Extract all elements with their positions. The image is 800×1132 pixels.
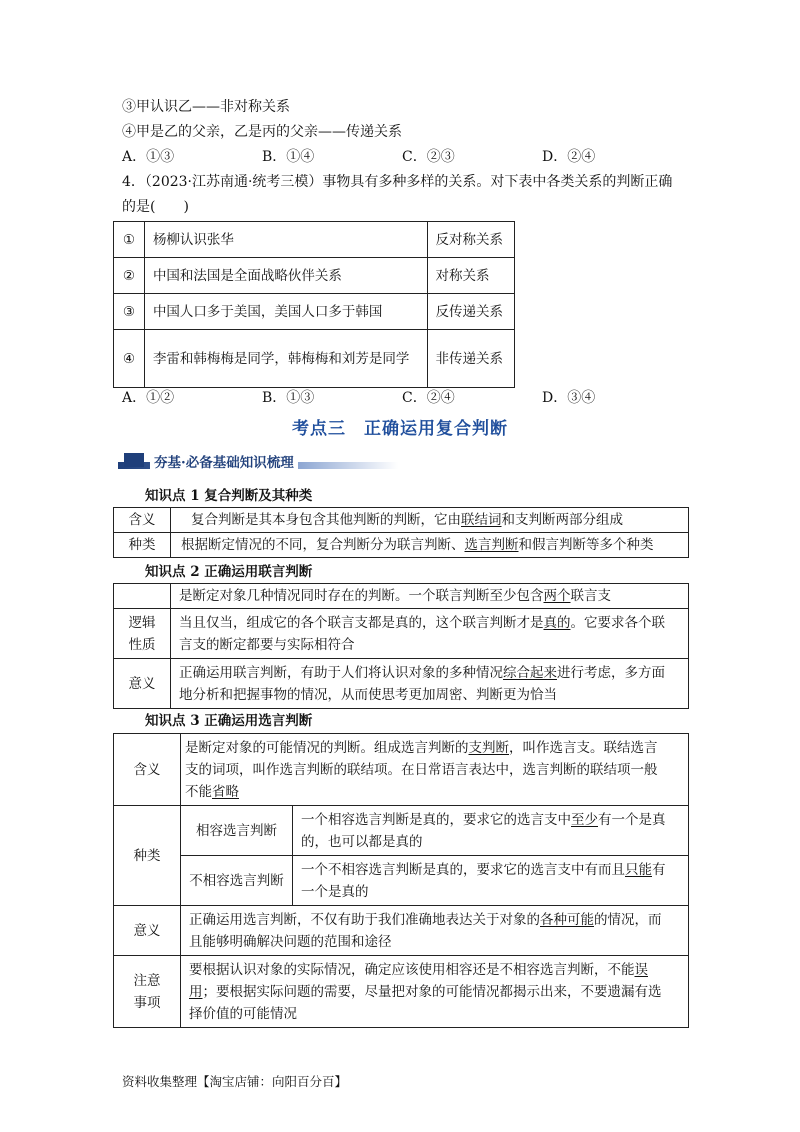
kp1-kinds-text-end: 和假言判断等多个种类 [518, 537, 654, 553]
q3-statement-3: ③甲认识乙——非对称关系 [122, 99, 290, 115]
kp3-notes-key: 误 [634, 961, 648, 978]
q4-option-c: C．②④ [402, 390, 455, 406]
kp3-label-significance: 意义 [114, 906, 181, 956]
kp3-compatible-text-2: 的，也可以都是真的 [301, 833, 423, 850]
row-relation: 反传递关系 [427, 294, 514, 330]
kp3-sub-compatible: 相容选言判断 [181, 806, 293, 856]
q4-option-b: B．①③ [262, 390, 315, 406]
kp2-definition-key: 两个 [543, 588, 571, 604]
q3-option-d: D．②④ [542, 149, 596, 165]
q3-option-b: B．①④ [262, 149, 315, 165]
table-row [114, 533, 689, 558]
row-text: 李雷和韩梅梅是同学，韩梅梅和刘芳是同学 [144, 330, 427, 388]
kp1-label-kinds: 种类 [114, 533, 171, 558]
kp2-significance-text-end: 进行考虑，多方面 [557, 664, 665, 681]
kp3-significance-key: 各种可能 [540, 911, 594, 928]
row-number: ④ [114, 330, 145, 388]
kp3-table [113, 733, 689, 1028]
table-row [114, 734, 689, 806]
kp2-significance-text: 正确运用联言判断，有助于人们将认识对象的多种情况 [179, 664, 503, 681]
kp2-logic-text: 当且仅当，组成它的各个联言支都是真的，这个联言判断才是 [179, 614, 544, 631]
kp3-notes-text: 要根据认识对象的实际情况，确定应该使用相容还是不相容选言判断，不能 [189, 961, 635, 978]
q3-options [122, 146, 682, 168]
table-row [114, 584, 689, 609]
kp3-compatible-text: 一个相容选言判断是真的，要求它的选言支中 [301, 811, 571, 828]
kp1-kinds-key: 选言判断 [464, 537, 519, 553]
kp3-meaning-text-end: ，叫作选言支。联结选言 [509, 739, 658, 756]
kp3-meaning-text: 是断定对象的可能情况的判断。组成选言判断的 [185, 739, 469, 756]
kp2-table [113, 583, 689, 709]
q3-option-a: A．①③ [122, 149, 175, 165]
banner-tag-icon [124, 453, 144, 467]
kp3-incompatible-text: 一个不相容选言判断是真的，要求它的选言支中有而且 [301, 861, 625, 878]
kp3-title: 知识点 3 正确运用选言判断 [145, 713, 313, 729]
kp3-label-notes-2: 事项 [133, 994, 161, 1011]
kp3-incompatible-cell [293, 856, 689, 906]
kp2-label-logic [114, 609, 171, 659]
kp1-meaning-cell [171, 508, 689, 533]
kp3-meaning-text-3: 不能 [185, 783, 212, 800]
kp2-logic-text-end: 。它要求各个联 [570, 614, 665, 631]
kp2-label-logic-2: 性质 [128, 636, 156, 653]
row-text: 中国人口多于美国，美国人口多于韩国 [144, 294, 427, 330]
kp2-label-significance: 意义 [114, 659, 171, 709]
row-relation: 非传递关系 [427, 330, 514, 388]
table-row [114, 906, 689, 956]
page-footer: 资料收集整理【淘宝店铺：向阳百分百】 [122, 1074, 348, 1089]
q4-options [122, 387, 682, 409]
kp3-significance-text-end: 的情况，而 [594, 911, 662, 928]
row-relation: 反对称关系 [427, 222, 514, 258]
kp3-label-meaning: 含义 [114, 734, 181, 806]
kp2-title: 知识点 2 正确运用联言判断 [145, 564, 313, 580]
kp2-definition-text: 是断定对象几种情况同时存在的判断。一个联言判断至少包含 [179, 588, 544, 604]
kp2-significance-cell [171, 659, 689, 709]
q3-statement-4: ④甲是乙的父亲，乙是丙的父亲——传递关系 [122, 124, 402, 140]
row-number: ③ [114, 294, 145, 330]
q3-option-c: C．②③ [402, 149, 455, 165]
section-title: 考点三 正确运用复合判断 [292, 419, 508, 439]
kp3-compatible-cell [293, 806, 689, 856]
kp3-meaning-key: 支判断 [468, 739, 509, 756]
kp1-label-meaning: 含义 [114, 508, 171, 533]
kp2-significance-key: 综合起来 [503, 664, 557, 681]
table-row [114, 956, 689, 1028]
q4-stem-line2: 的是( ) [122, 199, 189, 215]
q4-stem-line1: 4．（2023·江苏南通·统考三模）事物具有多种多样的关系。对下表中各类关系的判断正确 [122, 174, 673, 190]
kp3-notes-text-2: ；要根据实际问题的需要，尽量把对象的可能情况都揭示出来，不要遗漏有选 [202, 983, 662, 1000]
kp1-title: 知识点 1 复合判断及其种类 [145, 488, 313, 504]
kp3-label-kinds: 种类 [114, 806, 181, 906]
row-number: ② [114, 258, 145, 294]
row-number: ① [114, 222, 145, 258]
kp3-notes-cell [181, 956, 689, 1028]
kp2-logic-cell [171, 609, 689, 659]
kp3-meaning-cell [181, 734, 689, 806]
kp1-kinds-cell [171, 533, 689, 558]
table-row [114, 508, 689, 533]
section-banner [118, 453, 408, 471]
table-row [114, 856, 689, 906]
kp1-kinds-text: 根据断定情况的不同，复合判断分为联言判断、 [181, 537, 465, 553]
kp3-incompatible-key: 只能 [625, 861, 652, 878]
kp2-significance-text-2: 地分析和把握事物的情况，从而使思考更加周密、判断更为恰当 [179, 686, 557, 703]
kp2-label-logic-1: 逻辑 [128, 614, 156, 631]
kp1-table [113, 507, 689, 558]
kp3-significance-text: 正确运用选言判断，不仅有助于我们准确地表达关于对象的 [189, 911, 540, 928]
kp3-sub-incompatible: 不相容选言判断 [181, 856, 293, 906]
kp1-meaning-text: 复合判断是其本身包含其他判断的判断，它由 [191, 512, 461, 528]
kp2-logic-text-2: 言支的断定都要与实际相符合 [179, 636, 355, 653]
table-row [114, 258, 515, 294]
q4-table [113, 221, 515, 388]
q4-option-d: D．③④ [542, 390, 596, 406]
kp1-meaning-text-end: 和支判断两部分组成 [501, 512, 623, 528]
kp2-definition-cell [171, 584, 689, 609]
banner-text: 夯基·必备基础知识梳理 [150, 451, 298, 471]
table-row [114, 659, 689, 709]
kp3-significance-text-2: 且能够明确解决问题的范围和途径 [189, 933, 392, 950]
kp3-label-notes-1: 注意 [133, 972, 161, 989]
table-row [114, 330, 515, 388]
kp1-meaning-key: 联结词 [461, 512, 502, 528]
kp3-compatible-key: 至少 [571, 811, 598, 828]
kp2-label-empty [114, 584, 171, 609]
kp3-incompatible-text-2: 一个是真的 [301, 883, 369, 900]
table-row [114, 222, 515, 258]
q4-option-a: A．①② [122, 390, 175, 406]
kp3-compatible-text-end: 有一个是真 [598, 811, 666, 828]
kp3-notes-key-2: 用 [189, 983, 203, 1000]
kp3-incompatible-text-end: 有 [652, 861, 666, 878]
table-row [114, 609, 689, 659]
table-row [114, 294, 515, 330]
kp3-notes-text-3: 择价值的可能情况 [189, 1005, 297, 1022]
row-text: 中国和法国是全面战略伙伴关系 [144, 258, 427, 294]
row-text: 杨柳认识张华 [144, 222, 427, 258]
kp3-meaning-key-2: 省略 [212, 783, 239, 800]
kp3-label-notes [114, 956, 181, 1028]
kp2-logic-key: 真的 [543, 614, 571, 631]
kp3-significance-cell [181, 906, 689, 956]
kp3-meaning-text-2: 支的词项，叫作选言判断的联结项。在日常语言表达中，选言判断的联结项一般 [185, 761, 658, 778]
row-relation: 对称关系 [427, 258, 514, 294]
kp2-definition-text-end: 联言支 [570, 588, 611, 604]
table-row [114, 806, 689, 856]
